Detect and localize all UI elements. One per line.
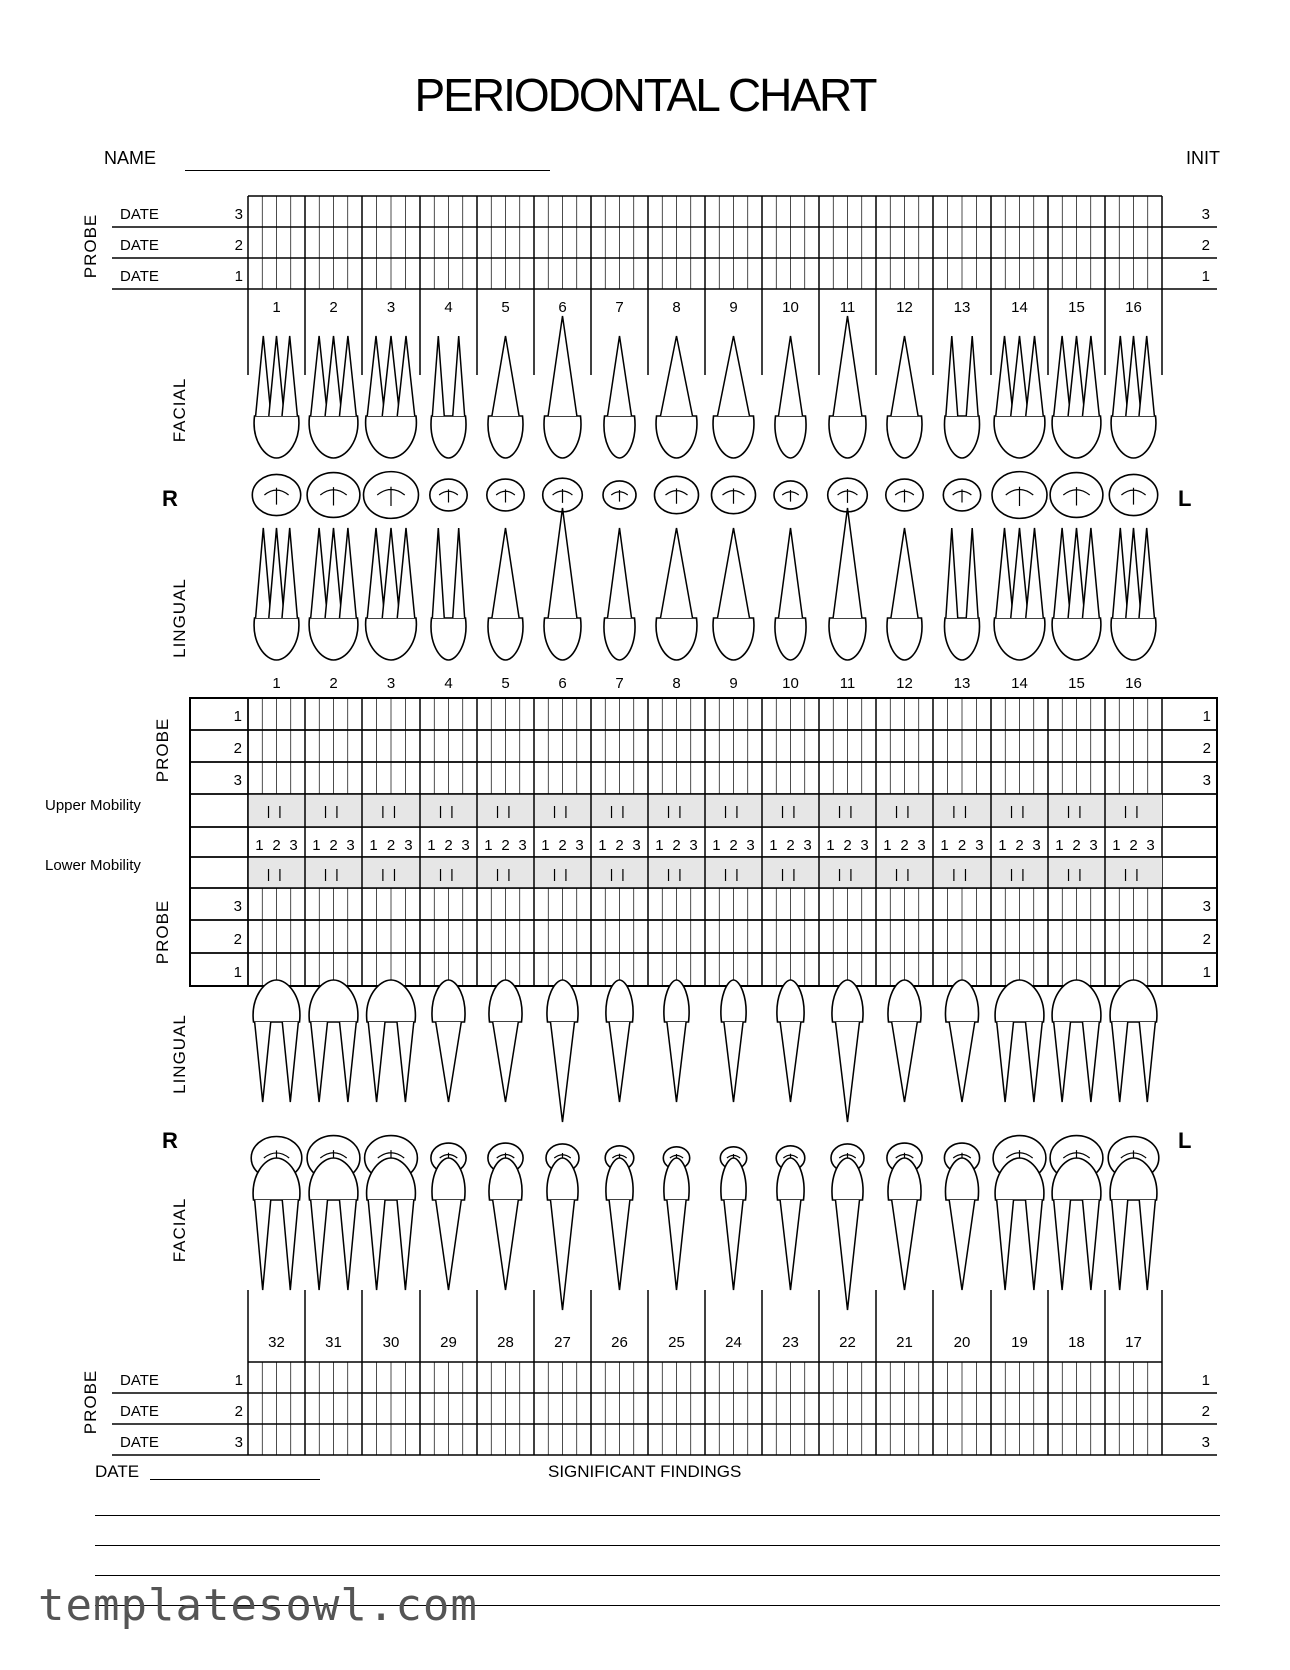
upper-lingual-tooth-root bbox=[779, 528, 803, 618]
upper-lingual-tooth-crown bbox=[254, 618, 299, 660]
mobility-grade: 3 bbox=[803, 837, 812, 854]
upper-tooth-number-top: 8 bbox=[672, 299, 681, 316]
upper-lingual-tooth-crown bbox=[829, 618, 866, 660]
mobility-grade: 2 bbox=[558, 837, 567, 854]
left-label-upper: L bbox=[1178, 486, 1192, 511]
upper-lingual-tooth-crown bbox=[775, 618, 806, 660]
upper-facial-tooth-root bbox=[661, 336, 693, 416]
lower-lingual-tooth-root bbox=[1139, 1022, 1155, 1102]
bottom-probe-date-label: DATE bbox=[120, 1434, 159, 1451]
lower-facial-tooth-root bbox=[1139, 1200, 1155, 1290]
mobility-grade: 1 bbox=[427, 837, 436, 854]
upper-tooth-number-top: 13 bbox=[953, 299, 971, 316]
lower-tooth-number-bottom: 31 bbox=[325, 1334, 342, 1351]
upper-facial-tooth-crown bbox=[887, 416, 922, 458]
upper-facial-tooth-root bbox=[891, 336, 918, 416]
upper-facial-tooth-root bbox=[325, 336, 342, 416]
mobility-grade: 1 bbox=[312, 837, 321, 854]
upper-tooth-number-top: 15 bbox=[1068, 299, 1085, 316]
mobility-grade: 1 bbox=[1112, 837, 1121, 854]
lower-facial-tooth-root bbox=[493, 1200, 519, 1290]
lower-lingual-tooth-root bbox=[1083, 1022, 1100, 1102]
mobility-grade: 2 bbox=[386, 837, 396, 854]
lower-tooth-number-bottom: 25 bbox=[668, 1334, 685, 1351]
upper-tooth-number-bottom: 9 bbox=[729, 675, 738, 692]
mobility-grade: 1 bbox=[541, 837, 550, 854]
lower-tooth-number-bottom: 29 bbox=[440, 1334, 457, 1351]
top-probe-row-number-right: 1 bbox=[1201, 268, 1210, 285]
lower-tooth-number-bottom: 18 bbox=[1068, 1334, 1085, 1351]
upper-facial-tooth-root bbox=[1139, 336, 1154, 416]
lower-tooth-number-bottom: 23 bbox=[782, 1334, 799, 1351]
lower-lingual-tooth-root bbox=[551, 1022, 575, 1122]
lower-lingual-tooth-root bbox=[892, 1022, 918, 1102]
upper-tooth-number-bottom: 13 bbox=[953, 675, 971, 692]
lower-lingual-tooth-root bbox=[997, 1022, 1014, 1102]
upper-facial-tooth-crown bbox=[309, 416, 358, 458]
lower-facial-tooth-root bbox=[1026, 1200, 1043, 1290]
lower-facial-tooth-root bbox=[892, 1200, 918, 1290]
findings-line-2[interactable] bbox=[95, 1545, 1220, 1546]
upper-facial-tooth-root bbox=[256, 336, 271, 416]
bottom-probe-date-label: DATE bbox=[120, 1372, 159, 1389]
upper-facial-tooth-crown bbox=[994, 416, 1045, 458]
mobility-grade: 2 bbox=[672, 837, 681, 854]
upper-lingual-tooth-crown bbox=[656, 618, 697, 660]
lower-lingual-tooth-root bbox=[949, 1022, 975, 1102]
lower-tooth-number-bottom: 28 bbox=[497, 1334, 514, 1351]
upper-facial-tooth-root bbox=[1083, 336, 1100, 416]
upper-facial-tooth-crown bbox=[775, 416, 806, 458]
significant-findings-label: SIGNIFICANT FINDINGS bbox=[548, 1462, 742, 1481]
upper-facial-tooth-root bbox=[779, 336, 803, 416]
right-label-upper: R bbox=[162, 486, 178, 511]
watermark: templatesowl.com bbox=[38, 1580, 478, 1631]
upper-facial-tooth-root bbox=[996, 336, 1014, 416]
lower-lingual-tooth-root bbox=[667, 1022, 686, 1102]
upper-lingual-tooth-crown bbox=[945, 618, 980, 660]
lower-lingual-tooth-root bbox=[836, 1022, 860, 1122]
lower-lingual-tooth-root bbox=[436, 1022, 462, 1102]
upper-facial-tooth-crown bbox=[544, 416, 581, 458]
probe-label-bottom: PROBE bbox=[81, 1369, 100, 1435]
mobility-grade: 3 bbox=[1032, 837, 1041, 854]
upper-tooth-number-top: 6 bbox=[558, 299, 567, 316]
top-probe-date-label: DATE bbox=[120, 268, 159, 285]
upper-facial-tooth-root bbox=[340, 336, 357, 416]
upper-tooth-number-bottom: 15 bbox=[1068, 675, 1085, 692]
lower-tooth-number-bottom: 32 bbox=[268, 1334, 285, 1351]
lower-facial-tooth-root bbox=[1112, 1200, 1128, 1290]
upper-lingual-tooth-root bbox=[661, 528, 693, 618]
facial-label-upper: FACIAL bbox=[170, 377, 189, 443]
upper-lingual-tooth-crown bbox=[544, 618, 581, 660]
upper-tooth-number-bottom: 7 bbox=[615, 675, 624, 692]
mobility-grade: 3 bbox=[461, 837, 470, 854]
lower-lingual-tooth-root bbox=[780, 1022, 801, 1102]
upper-facial-tooth-root bbox=[432, 336, 444, 416]
upper-facial-tooth-crown bbox=[1052, 416, 1101, 458]
upper-lingual-tooth-root bbox=[340, 528, 357, 618]
lower-facial-tooth-root bbox=[997, 1200, 1014, 1290]
upper-facial-tooth-crown bbox=[945, 416, 980, 458]
upper-facial-tooth-root bbox=[311, 336, 328, 416]
upper-facial-tooth-crown bbox=[1111, 416, 1156, 458]
bottom-probe-row-number-right: 3 bbox=[1201, 1434, 1210, 1451]
upper-facial-tooth-crown bbox=[431, 416, 466, 458]
upper-lingual-tooth-root bbox=[1068, 528, 1085, 618]
upper-lingual-tooth-root bbox=[548, 508, 577, 618]
lower-lingual-tooth-root bbox=[493, 1022, 519, 1102]
lower-tooth-number-bottom: 20 bbox=[953, 1334, 971, 1351]
lower-lingual-tooth-root bbox=[724, 1022, 743, 1102]
mobility-grade: 1 bbox=[712, 837, 721, 854]
upper-facial-tooth-root bbox=[397, 336, 415, 416]
upper-facial-tooth-root bbox=[833, 316, 862, 416]
lower-facial-tooth-root bbox=[836, 1200, 860, 1310]
lower-facial-tooth-root bbox=[667, 1200, 686, 1290]
lower-probe-row-number-right: 2 bbox=[1202, 931, 1211, 948]
footer-date-field[interactable] bbox=[150, 1479, 320, 1480]
upper-tooth-number-top: 9 bbox=[729, 299, 738, 316]
bottom-probe-date-label: DATE bbox=[120, 1403, 159, 1420]
upper-lingual-tooth-root bbox=[311, 528, 328, 618]
upper-facial-tooth-crown bbox=[656, 416, 697, 458]
lower-probe-row-number-right: 1 bbox=[1202, 964, 1211, 981]
upper-facial-tooth-crown bbox=[254, 416, 299, 458]
right-label-lower: R bbox=[162, 1128, 178, 1153]
upper-lingual-tooth-root bbox=[1083, 528, 1100, 618]
probe-label-lower: PROBE bbox=[153, 899, 172, 965]
upper-lingual-tooth-crown bbox=[994, 618, 1045, 660]
lower-lingual-tooth-root bbox=[1112, 1022, 1128, 1102]
bottom-probe-row-number: 1 bbox=[234, 1372, 243, 1389]
upper-tooth-number-top: 4 bbox=[444, 299, 453, 316]
mobility-grade: 2 bbox=[501, 837, 510, 854]
upper-tooth-number-bottom: 16 bbox=[1125, 675, 1142, 692]
lower-lingual-tooth-root bbox=[609, 1022, 630, 1102]
upper-lingual-tooth-root bbox=[718, 528, 750, 618]
upper-tooth-number-top: 2 bbox=[329, 299, 338, 316]
upper-lingual-tooth-root bbox=[492, 528, 519, 618]
lower-facial-tooth-root bbox=[255, 1200, 271, 1290]
upper-lingual-tooth-root bbox=[891, 528, 918, 618]
mobility-grade: 1 bbox=[940, 837, 949, 854]
mobility-grade: 2 bbox=[1072, 837, 1081, 854]
init-label: INIT bbox=[1186, 148, 1220, 168]
lower-facial-tooth-root bbox=[724, 1200, 743, 1290]
mobility-grade: 2 bbox=[786, 837, 795, 854]
upper-tooth-number-bottom: 6 bbox=[558, 675, 567, 692]
mobility-grade: 1 bbox=[883, 837, 892, 854]
upper-lingual-tooth-root bbox=[996, 528, 1014, 618]
lower-lingual-tooth-root bbox=[397, 1022, 414, 1102]
left-label-lower: L bbox=[1178, 1128, 1192, 1153]
mobility-grade: 1 bbox=[826, 837, 835, 854]
upper-tooth-number-top: 16 bbox=[1125, 299, 1142, 316]
lower-lingual-tooth-root bbox=[1054, 1022, 1071, 1102]
page-title: PERIODONTAL CHART bbox=[414, 69, 876, 121]
mobility-grade: 1 bbox=[655, 837, 664, 854]
top-probe-row-number-right: 3 bbox=[1201, 206, 1210, 223]
upper-facial-tooth-root bbox=[946, 336, 958, 416]
upper-tooth-number-top: 5 bbox=[501, 299, 510, 316]
upper-lingual-tooth-root bbox=[325, 528, 342, 618]
upper-lingual-tooth-root bbox=[1026, 528, 1044, 618]
upper-lingual-tooth-root bbox=[608, 528, 632, 618]
lower-tooth-number-bottom: 24 bbox=[725, 1334, 742, 1351]
mobility-grade: 2 bbox=[1129, 837, 1138, 854]
upper-lingual-tooth-root bbox=[1054, 528, 1071, 618]
lower-facial-tooth-root bbox=[436, 1200, 462, 1290]
lower-facial-tooth-root bbox=[609, 1200, 630, 1290]
lower-facial-tooth-root bbox=[1083, 1200, 1100, 1290]
mobility-grade: 3 bbox=[575, 837, 584, 854]
upper-lingual-tooth-crown bbox=[1052, 618, 1101, 660]
lower-tooth-number-bottom: 19 bbox=[1011, 1334, 1028, 1351]
upper-lingual-tooth-crown bbox=[366, 618, 417, 660]
mobility-grade: 3 bbox=[860, 837, 869, 854]
lower-tooth-number-bottom: 17 bbox=[1125, 1334, 1142, 1351]
lower-facial-tooth-root bbox=[949, 1200, 975, 1290]
lower-facial-tooth-root bbox=[340, 1200, 357, 1290]
mobility-grade: 3 bbox=[1089, 837, 1098, 854]
upper-lingual-tooth-root bbox=[1113, 528, 1128, 618]
top-probe-row-number-right: 2 bbox=[1201, 237, 1210, 254]
upper-lingual-tooth-root bbox=[833, 508, 862, 618]
lower-facial-tooth-root bbox=[551, 1200, 575, 1310]
name-label: NAME bbox=[104, 148, 157, 168]
lingual-label-lower: LINGUAL bbox=[170, 1014, 189, 1094]
mobility-grade: 3 bbox=[746, 837, 755, 854]
mobility-grade: 1 bbox=[1055, 837, 1064, 854]
lower-probe-row-number: 1 bbox=[233, 964, 242, 981]
upper-mobility-label: Upper Mobility bbox=[45, 797, 141, 814]
lower-probe-row-number: 3 bbox=[233, 898, 242, 915]
upper-tooth-number-bottom: 10 bbox=[782, 675, 799, 692]
mobility-grade: 2 bbox=[272, 837, 281, 854]
upper-lingual-tooth-root bbox=[1139, 528, 1154, 618]
mobility-grade: 2 bbox=[615, 837, 624, 854]
upper-lingual-tooth-root bbox=[382, 528, 400, 618]
upper-facial-tooth-root bbox=[966, 336, 978, 416]
upper-lingual-tooth-root bbox=[282, 528, 297, 618]
probe-label-top: PROBE bbox=[81, 213, 100, 279]
mobility-grade: 2 bbox=[329, 837, 338, 854]
mobility-grade: 2 bbox=[900, 837, 909, 854]
lower-tooth-number-bottom: 27 bbox=[554, 1334, 571, 1351]
upper-lingual-tooth-crown bbox=[887, 618, 922, 660]
mobility-grade: 2 bbox=[1015, 837, 1024, 854]
upper-facial-tooth-root bbox=[718, 336, 750, 416]
upper-lingual-tooth-crown bbox=[713, 618, 754, 660]
mobility-grade: 3 bbox=[404, 837, 413, 854]
upper-lingual-tooth-root bbox=[432, 528, 444, 618]
mobility-grade: 1 bbox=[598, 837, 607, 854]
upper-facial-tooth-root bbox=[269, 336, 284, 416]
upper-lingual-tooth-root bbox=[1011, 528, 1029, 618]
top-probe-row-number: 2 bbox=[234, 237, 243, 254]
upper-facial-tooth-root bbox=[1113, 336, 1128, 416]
lower-probe-row-number-right: 3 bbox=[1202, 898, 1211, 915]
bottom-probe-row-number-right: 1 bbox=[1201, 1372, 1210, 1389]
upper-lingual-tooth-root bbox=[966, 528, 978, 618]
upper-facial-tooth-crown bbox=[488, 416, 523, 458]
lower-tooth-number-bottom: 26 bbox=[611, 1334, 628, 1351]
mobility-grade: 3 bbox=[975, 837, 984, 854]
upper-facial-tooth-root bbox=[492, 336, 519, 416]
upper-facial-tooth-root bbox=[1026, 336, 1044, 416]
upper-facial-tooth-root bbox=[548, 316, 577, 416]
upper-tooth-number-bottom: 1 bbox=[272, 675, 281, 692]
upper-tooth-number-bottom: 11 bbox=[839, 675, 856, 692]
lower-tooth-number-bottom: 21 bbox=[896, 1334, 913, 1351]
lower-facial-tooth-root bbox=[1054, 1200, 1071, 1290]
findings-line-1[interactable] bbox=[95, 1515, 1220, 1516]
lower-facial-tooth-root bbox=[780, 1200, 801, 1290]
top-probe-row-number: 1 bbox=[234, 268, 243, 285]
upper-tooth-number-top: 12 bbox=[896, 299, 913, 316]
upper-facial-tooth-root bbox=[453, 336, 465, 416]
upper-lingual-tooth-crown bbox=[1111, 618, 1156, 660]
lingual-label-upper: LINGUAL bbox=[170, 578, 189, 658]
lower-lingual-tooth-root bbox=[340, 1022, 357, 1102]
upper-facial-tooth-crown bbox=[366, 416, 417, 458]
upper-facial-tooth-root bbox=[367, 336, 385, 416]
mobility-grade: 1 bbox=[998, 837, 1007, 854]
lower-facial-tooth-root bbox=[311, 1200, 328, 1290]
upper-lingual-tooth-crown bbox=[604, 618, 635, 660]
lower-facial-tooth-root bbox=[368, 1200, 385, 1290]
upper-lingual-tooth-root bbox=[256, 528, 271, 618]
upper-facial-tooth-root bbox=[1068, 336, 1085, 416]
lower-mobility-label: Lower Mobility bbox=[45, 857, 141, 874]
lower-lingual-tooth-root bbox=[311, 1022, 328, 1102]
mobility-grade: 3 bbox=[689, 837, 698, 854]
lower-facial-tooth-root bbox=[397, 1200, 414, 1290]
mobility-grade: 2 bbox=[444, 837, 453, 854]
mobility-grade: 3 bbox=[289, 837, 298, 854]
upper-tooth-number-top: 10 bbox=[782, 299, 799, 316]
upper-facial-tooth-root bbox=[282, 336, 297, 416]
upper-facial-tooth-root bbox=[1126, 336, 1141, 416]
upper-tooth-number-top: 7 bbox=[615, 299, 624, 316]
upper-facial-tooth-root bbox=[1054, 336, 1071, 416]
upper-probe-row-number: 3 bbox=[233, 772, 242, 789]
lower-tooth-number-bottom: 30 bbox=[382, 1334, 400, 1351]
upper-facial-tooth-root bbox=[608, 336, 632, 416]
facial-label-lower: FACIAL bbox=[170, 1197, 189, 1263]
upper-facial-tooth-crown bbox=[604, 416, 635, 458]
upper-lingual-tooth-root bbox=[946, 528, 958, 618]
lower-lingual-tooth-root bbox=[368, 1022, 385, 1102]
upper-lingual-tooth-root bbox=[1126, 528, 1141, 618]
top-probe-row-number: 3 bbox=[234, 206, 243, 223]
footer-date-label: DATE bbox=[95, 1462, 140, 1481]
upper-tooth-number-bottom: 2 bbox=[329, 675, 338, 692]
lower-tooth-number-bottom: 22 bbox=[839, 1334, 856, 1351]
upper-lingual-tooth-crown bbox=[309, 618, 358, 660]
upper-tooth-number-top: 3 bbox=[386, 299, 396, 316]
upper-lingual-tooth-root bbox=[453, 528, 465, 618]
mobility-grade: 1 bbox=[369, 837, 378, 854]
lower-lingual-tooth-root bbox=[282, 1022, 298, 1102]
probe-label-upper: PROBE bbox=[153, 717, 172, 783]
upper-tooth-number-top: 14 bbox=[1011, 299, 1028, 316]
mobility-grade: 3 bbox=[518, 837, 527, 854]
upper-tooth-number-bottom: 8 bbox=[672, 675, 681, 692]
upper-tooth-number-bottom: 3 bbox=[386, 675, 396, 692]
mobility-grade: 2 bbox=[957, 837, 967, 854]
bottom-probe-row-number: 2 bbox=[234, 1403, 243, 1420]
mobility-grade: 1 bbox=[255, 837, 264, 854]
upper-probe-row-number-right: 1 bbox=[1202, 708, 1211, 725]
upper-tooth-number-bottom: 14 bbox=[1011, 675, 1028, 692]
top-probe-date-label: DATE bbox=[120, 237, 159, 254]
bottom-probe-row-number: 3 bbox=[234, 1434, 243, 1451]
bottom-probe-row-number-right: 2 bbox=[1201, 1403, 1210, 1420]
upper-probe-row-number: 1 bbox=[233, 708, 242, 725]
upper-probe-row-number-right: 3 bbox=[1202, 772, 1211, 789]
upper-probe-row-number: 2 bbox=[233, 740, 242, 757]
findings-line-3[interactable] bbox=[95, 1575, 1220, 1576]
mobility-grade: 3 bbox=[1146, 837, 1155, 854]
upper-tooth-number-bottom: 5 bbox=[501, 675, 510, 692]
upper-facial-tooth-root bbox=[382, 336, 400, 416]
top-probe-date-label: DATE bbox=[120, 206, 159, 223]
upper-lingual-tooth-root bbox=[269, 528, 284, 618]
upper-tooth-number-top: 11 bbox=[839, 299, 856, 316]
mobility-grade: 1 bbox=[484, 837, 493, 854]
lower-lingual-tooth-root bbox=[255, 1022, 271, 1102]
mobility-grade: 3 bbox=[917, 837, 926, 854]
mobility-grade: 2 bbox=[729, 837, 738, 854]
mobility-grade: 3 bbox=[632, 837, 641, 854]
mobility-grade: 1 bbox=[769, 837, 778, 854]
mobility-grade: 2 bbox=[843, 837, 852, 854]
upper-lingual-tooth-crown bbox=[431, 618, 466, 660]
lower-lingual-tooth-root bbox=[1026, 1022, 1043, 1102]
mobility-grade: 3 bbox=[346, 837, 355, 854]
upper-facial-tooth-crown bbox=[829, 416, 866, 458]
upper-lingual-tooth-crown bbox=[488, 618, 523, 660]
upper-facial-tooth-crown bbox=[713, 416, 754, 458]
lower-facial-tooth-root bbox=[282, 1200, 298, 1290]
upper-tooth-number-bottom: 12 bbox=[896, 675, 913, 692]
upper-tooth-number-bottom: 4 bbox=[444, 675, 453, 692]
upper-facial-tooth-root bbox=[1011, 336, 1029, 416]
upper-lingual-tooth-root bbox=[367, 528, 385, 618]
upper-tooth-number-top: 1 bbox=[272, 299, 281, 316]
lower-probe-row-number: 2 bbox=[233, 931, 242, 948]
upper-lingual-tooth-root bbox=[397, 528, 415, 618]
upper-probe-row-number-right: 2 bbox=[1202, 740, 1211, 757]
